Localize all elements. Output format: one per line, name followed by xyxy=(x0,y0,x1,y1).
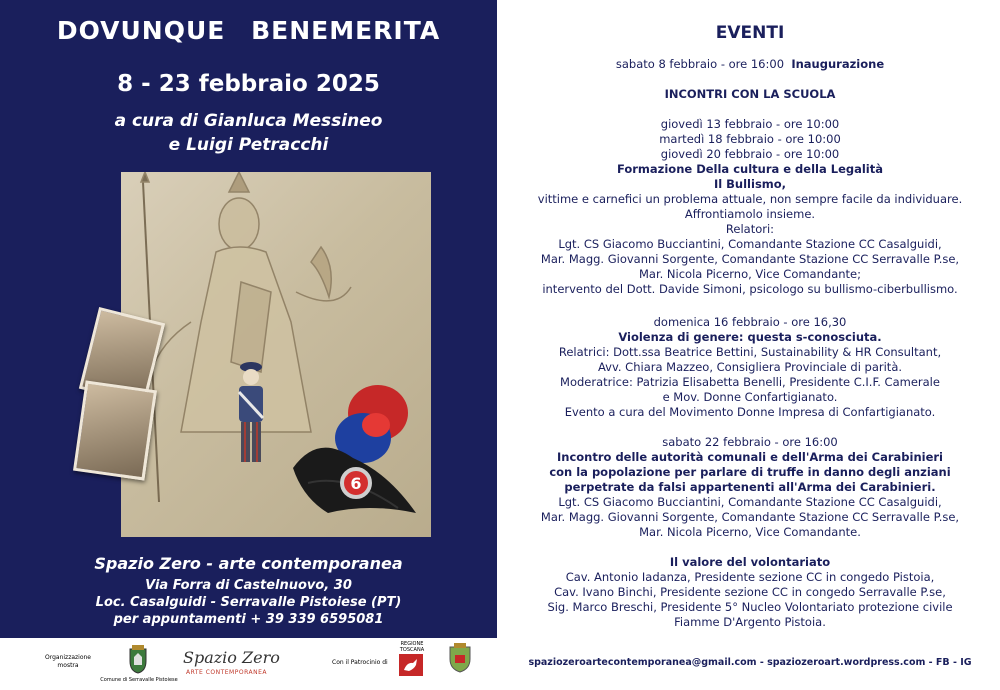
violenza-line-3: Moderatrice: Patrizia Elisabetta Benelli, Presidente C.I.F. Camerale xyxy=(560,375,940,389)
volontariato-title: Il valore del volontariato xyxy=(669,555,831,569)
violenza-title: Violenza di genere: questa s-conosciuta. xyxy=(618,330,882,344)
violenza-date: domenica 16 febbraio - ore 16,30 xyxy=(653,315,847,329)
poster-dates: 8 - 23 febbraio 2025 xyxy=(117,71,380,97)
scuola-date-3: giovedì 20 febbraio - ore 10:00 xyxy=(660,147,840,161)
events-title: EVENTI xyxy=(715,23,785,43)
coat-of-arms-icon xyxy=(122,643,154,675)
scuola-relatore-3: Mar. Nicola Picerno, Vice Comandante; xyxy=(638,267,861,281)
volontariato-line-1: Cav. Antonio Iadanza, Presidente sezione CC in congedo Pistoia, xyxy=(565,570,935,584)
spazio-zero-subtitle: ARTE CONTEMPORANEA xyxy=(186,669,267,676)
vintage-photo-2 xyxy=(73,380,157,480)
organizzazione-label: Organizzazione mostra xyxy=(45,654,91,669)
scuola-relatore-2: Mar. Magg. Giovanni Sorgente, Comandante Stazione CC Serravalle P.se, xyxy=(540,252,960,266)
spazio-zero-logo: Spazio Zero xyxy=(183,648,280,667)
scuola-topic-1: Formazione Della cultura e della Legalità xyxy=(616,162,884,176)
volontariato-line-2: Cav. Ivano Binchi, Presidente sezione CC in congedo Serravalle P.se, xyxy=(554,585,946,599)
carabinieri-hat-icon xyxy=(288,383,418,523)
shield-crest-icon xyxy=(448,643,472,673)
truffe-relatore-3: Mar. Nicola Picerno, Vice Comandante. xyxy=(639,525,861,539)
regione-toscana-label: REGIONE TOSCANA xyxy=(399,641,425,653)
curator-line-1: a cura di Gianluca Messineo xyxy=(114,111,383,131)
curator-line-2: e Luigi Petracchi xyxy=(168,135,329,155)
violenza-line-4: e Mov. Donne Confartigianato. xyxy=(662,390,838,404)
truffe-title-2: con la popolazione per parlare di truffe in danno degli anziani xyxy=(549,465,951,479)
poster-panel xyxy=(0,0,497,638)
address-line-3: per appuntamenti + 39 339 6595081 xyxy=(113,612,384,627)
truffe-title-3: perpetrate da falsi appartenenti all'Arma dei Carabinieri. xyxy=(564,480,936,494)
scuola-relatore-4: intervento del Dott. Davide Simoni, psicologo su bullismo-ciberbullismo. xyxy=(542,282,958,296)
events-panel xyxy=(500,0,1000,690)
truffe-date: sabato 22 febbraio - ore 16:00 xyxy=(662,435,838,449)
volontariato-line-4: Fiamme D'Argento Pistoia. xyxy=(674,615,826,629)
volontariato-line-3: Sig. Marco Breschi, Presidente 5° Nucleo Volontariato protezione civile xyxy=(547,600,953,614)
scuola-relatore-1: Lgt. CS Giacomo Bucciantini, Comandante Stazione CC Casalguidi, xyxy=(558,237,942,251)
scuola-desc-2: Affrontiamolo insieme. xyxy=(684,207,816,221)
relatori-label: Relatori: xyxy=(725,222,775,236)
comune-label: Comune di Serravalle Pistoiese xyxy=(100,677,178,683)
svg-text:6: 6 xyxy=(350,474,362,493)
violenza-line-2: Avv. Chiara Mazzeo, Consigliera Provinciale di parità. xyxy=(597,360,903,374)
truffe-relatore-2: Mar. Magg. Giovanni Sorgente, Comandante Stazione CC Serravalle P.se, xyxy=(540,510,960,524)
inaugurazione-date: sabato 8 febbraio - ore 16:00 xyxy=(615,57,785,71)
inaugurazione-label: Inaugurazione xyxy=(791,57,885,71)
poster-title: DOVUNQUE BENEMERITA xyxy=(56,16,441,45)
scuola-desc-1: vittime e carnefici un problema attuale, non sempre facile da individuare. xyxy=(537,192,963,206)
scuola-topic-2: Il Bullismo, xyxy=(713,177,787,191)
address-line-2: Loc. Casalguidi - Serravalle Pistoiese (PT) xyxy=(95,595,402,610)
scuola-date-1: giovedì 13 febbraio - ore 10:00 xyxy=(660,117,840,131)
address-line-1: Via Forra di Castelnuovo, 30 xyxy=(145,578,352,593)
violenza-line-1: Relatrici: Dott.ssa Beatrice Bettini, Sustainability & HR Consultant, xyxy=(558,345,942,359)
contacts-line: spaziozeroartecontemporanea@gmail.com - spaziozeroart.wordpress.com - FB - IG xyxy=(528,657,972,668)
inaugurazione-line xyxy=(500,57,1000,72)
scuola-title: INCONTRI CON LA SCUOLA xyxy=(664,87,836,101)
pegasus-icon xyxy=(399,654,423,676)
truffe-title-1: Incontro delle autorità comunali e dell'Arma dei Carabinieri xyxy=(557,450,943,464)
scuola-date-2: martedì 18 febbraio - ore 10:00 xyxy=(659,132,841,146)
violenza-line-5: Evento a cura del Movimento Donne Impresa di Confartigianato. xyxy=(564,405,936,419)
venue-name: Spazio Zero - arte contemporanea xyxy=(94,554,403,573)
patrocinio-label: Con il Patrocinio di xyxy=(332,659,388,666)
truffe-relatore-1: Lgt. CS Giacomo Bucciantini, Comandante Stazione CC Casalguidi, xyxy=(558,495,942,509)
